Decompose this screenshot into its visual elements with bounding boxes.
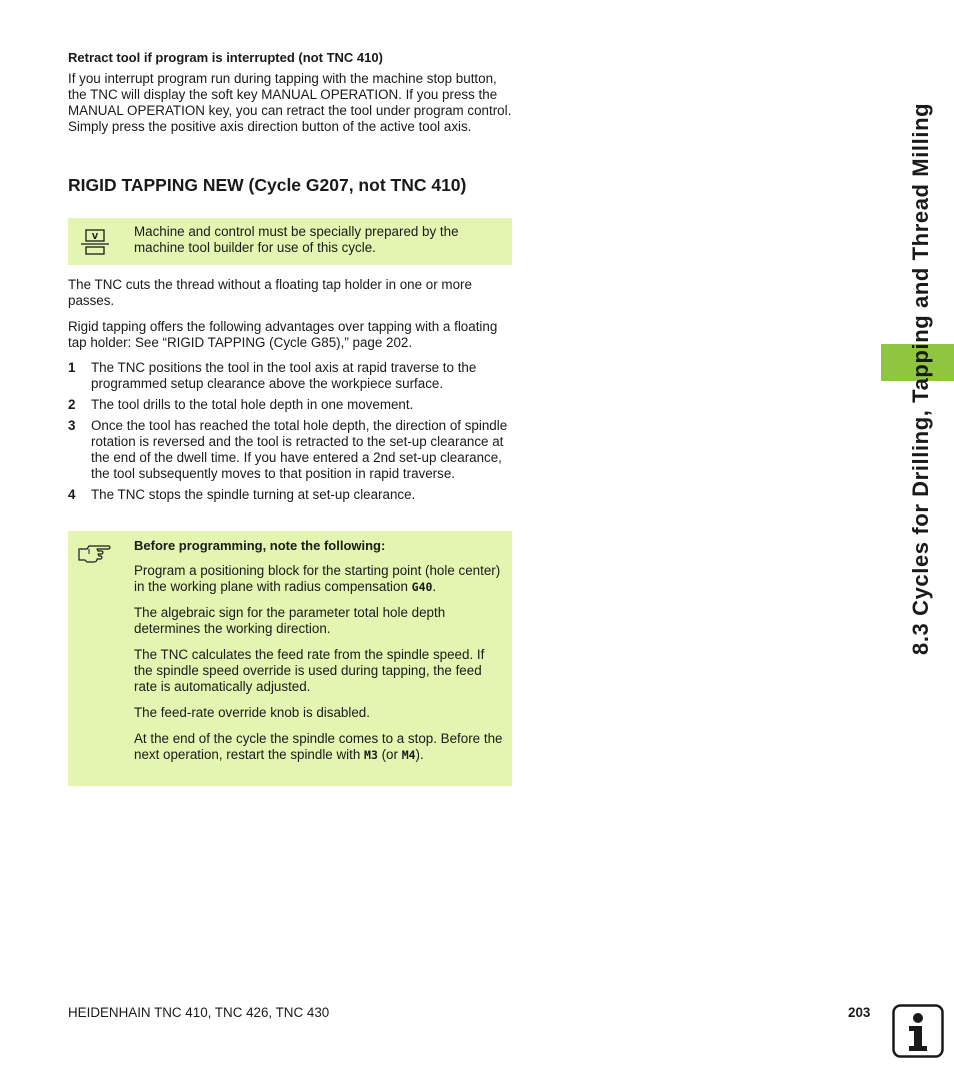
- step-number: 2: [68, 397, 76, 412]
- body-paragraph-2: Rigid tapping offers the following advantages over tapping with a floating tap holder: See “RIGID TAPPING (Cycle G85),” page 202.: [68, 319, 498, 350]
- list-item: [68, 487, 512, 503]
- programming-note-item: The TNC calculates the feed rate from the spindle speed. If the spindle speed override is used during tapping, the feed rate is automatically adjusted.: [134, 647, 485, 694]
- section-heading: RIGID TAPPING NEW (Cycle G207, not TNC 410): [68, 175, 467, 195]
- subheading-retract-tool: Retract tool if program is interrupted (not TNC 410): [68, 50, 383, 65]
- programming-note-item: At the end of the cycle the spindle comes to a stop. Before the next operation, restart the spindle with M3 (or M4).: [134, 731, 503, 762]
- programming-note-item: The algebraic sign for the parameter total hole depth determines the working direction.: [134, 605, 446, 636]
- intro-paragraph: If you interrupt program run during tapping with the machine stop button, the TNC will display the soft key MANUAL OPERATION. If you press the MANUAL OPERATION key, you can retract the tool under program control. Simply press the positive axis direction button of the active tool axis.: [68, 71, 512, 134]
- steps-list: [68, 360, 512, 508]
- step-text: Once the tool has reached the total hole depth, the direction of spindle rotation is reversed and the tool is retracted to the set-up clearance at the end of the dwell time. If you have entered a 2nd set-up clearance, the tool subsequently moves to that position in rapid traverse.: [91, 418, 508, 481]
- machine-icon: [81, 228, 109, 256]
- list-item: [68, 397, 512, 413]
- machine-note-box: [68, 218, 512, 265]
- step-text: The TNC positions the tool in the tool axis at rapid traverse to the programmed setup clearance above the workpiece surface.: [91, 360, 477, 391]
- chapter-side-title: 8.3 Cycles for Drilling, Tapping and Thread Milling: [908, 102, 933, 655]
- pointing-hand-icon: [78, 541, 112, 563]
- machine-note-text: Machine and control must be specially prepared by the machine tool builder for use of this cycle.: [134, 224, 459, 255]
- list-item: [68, 418, 512, 482]
- step-text: The tool drills to the total hole depth in one movement.: [91, 397, 414, 412]
- info-icon: [892, 1004, 944, 1058]
- step-text: The TNC stops the spindle turning at set-up clearance.: [91, 487, 416, 502]
- step-number: 4: [68, 487, 76, 502]
- footer-product: HEIDENHAIN TNC 410, TNC 426, TNC 430: [68, 1005, 330, 1020]
- list-item: [68, 360, 512, 392]
- body-paragraph-1: The TNC cuts the thread without a floating tap holder in one or more passes.: [68, 277, 472, 308]
- programming-note-box: [68, 531, 512, 786]
- page-number: 203: [848, 1005, 871, 1020]
- programming-note-item: Program a positioning block for the starting point (hole center) in the working plane with radius compensation G40.: [134, 563, 501, 594]
- step-number: 3: [68, 418, 76, 433]
- programming-note-lead: Before programming, note the following:: [134, 538, 386, 553]
- step-number: 1: [68, 360, 76, 375]
- svg-text:V: V: [91, 232, 99, 241]
- programming-note-item: The feed-rate override knob is disabled.: [134, 705, 370, 720]
